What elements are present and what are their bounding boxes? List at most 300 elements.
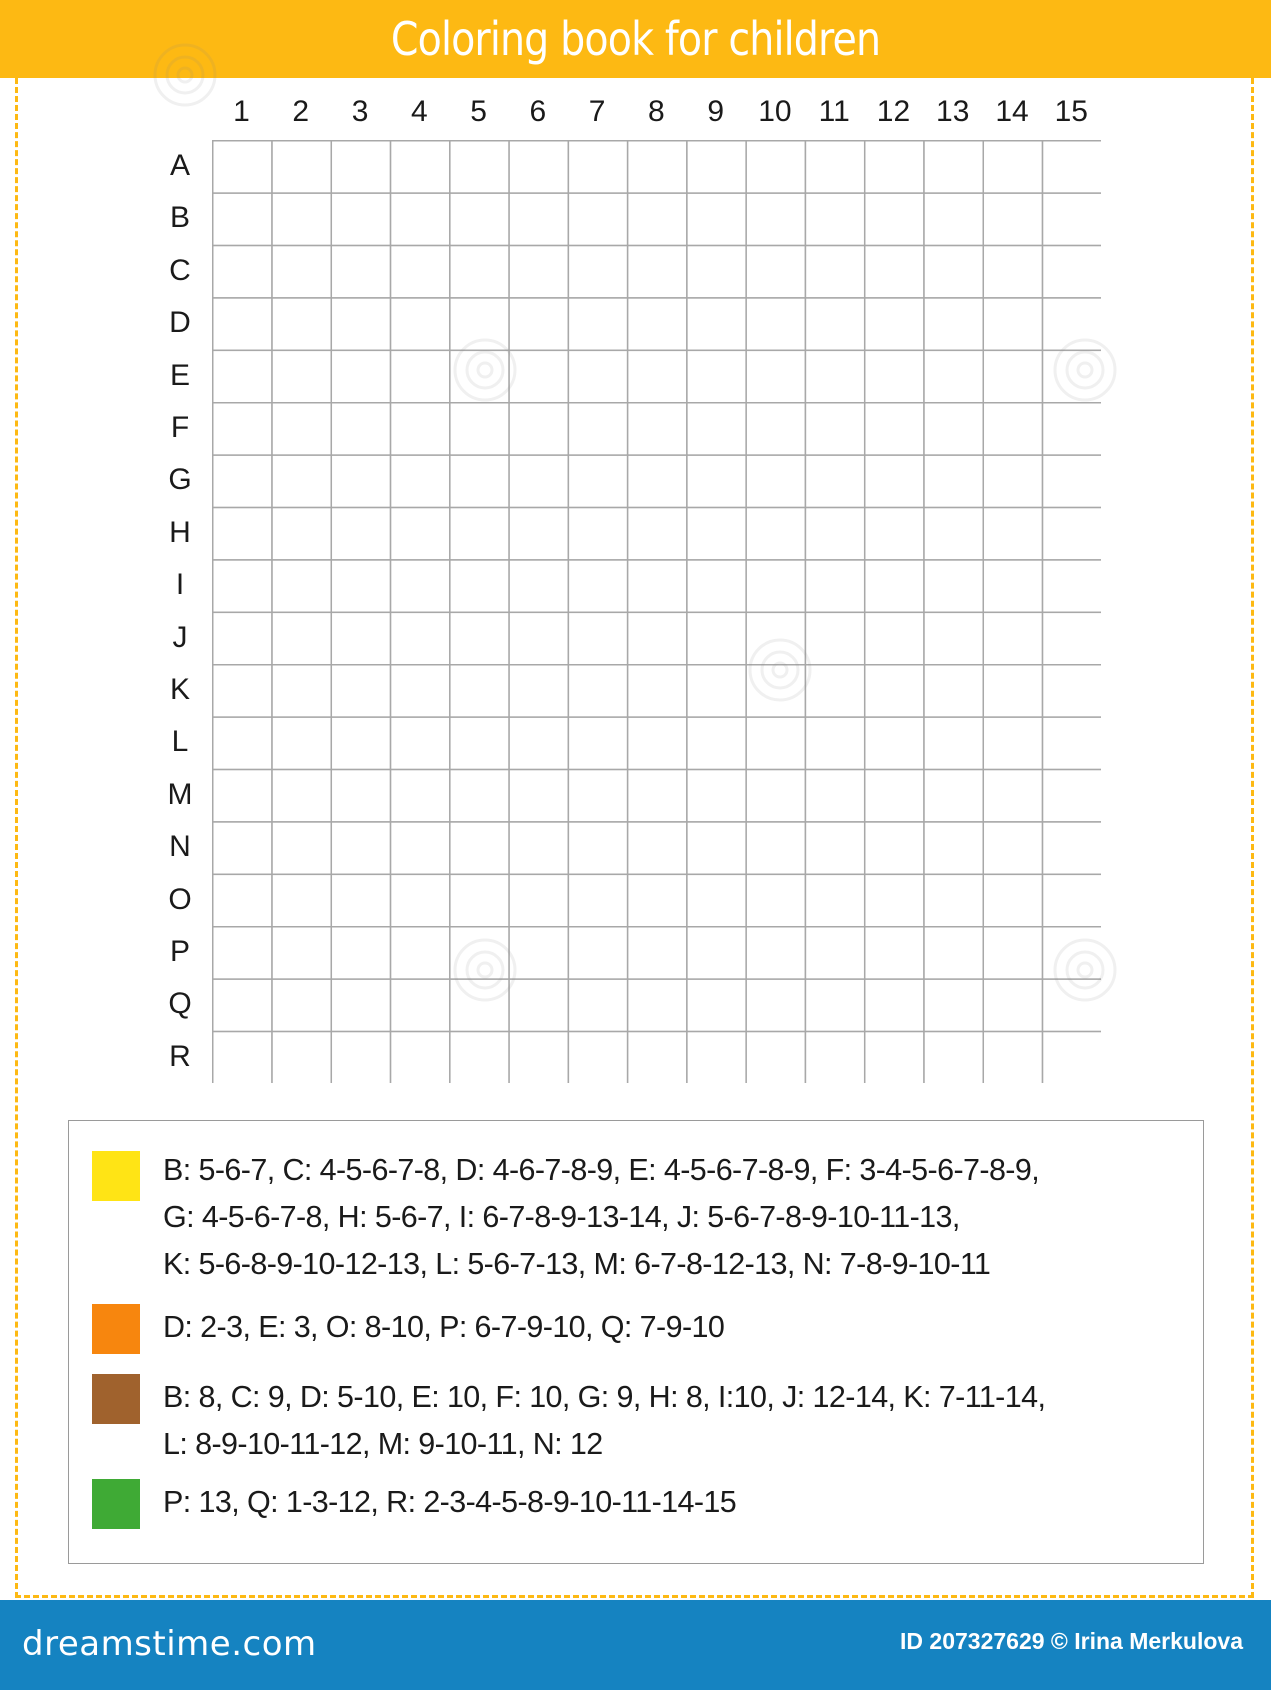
grid-cell-F12[interactable] <box>865 403 924 455</box>
legend-line: D: 2-3, E: 3, O: 8-10, P: 6-7-9-10, Q: 7-9-10 <box>163 1310 725 1344</box>
grid-cell-L15[interactable] <box>1043 717 1101 769</box>
grid-cell-E8[interactable] <box>628 350 687 402</box>
grid-cell-A11[interactable] <box>805 141 864 193</box>
grid-cell-I12[interactable] <box>865 560 924 612</box>
column-label: 12 <box>876 95 911 128</box>
grid-cell-N8[interactable] <box>628 822 687 874</box>
column-label: 3 <box>351 95 369 128</box>
grid-cell-L1[interactable] <box>213 717 272 769</box>
grid-cell-A6[interactable] <box>509 141 568 193</box>
grid-cell-M15[interactable] <box>1043 770 1101 822</box>
grid-cell-C8[interactable] <box>628 246 687 298</box>
grid-cell-K6[interactable] <box>509 665 568 717</box>
legend-text-yellow <box>163 1147 1039 1288</box>
grid-cell-G13[interactable] <box>924 455 983 507</box>
grid-cell-G9[interactable] <box>687 455 746 507</box>
grid-cell-P14[interactable] <box>983 927 1042 979</box>
grid-cell-R13[interactable] <box>924 1032 983 1083</box>
grid-cell-O15[interactable] <box>1043 874 1101 926</box>
grid-cell-I4[interactable] <box>391 560 450 612</box>
grid-cell-R4[interactable] <box>391 1032 450 1083</box>
column-label: 8 <box>648 95 665 128</box>
grid-cell-N1[interactable] <box>213 822 272 874</box>
grid-cell-H1[interactable] <box>213 508 272 560</box>
grid-cell-I7[interactable] <box>568 560 627 612</box>
grid-cell-F4[interactable] <box>391 403 450 455</box>
row-label: B <box>169 201 190 235</box>
grid-cell-O7[interactable] <box>568 874 627 926</box>
grid-cell-L10[interactable] <box>746 717 805 769</box>
row-label: R <box>169 1039 191 1073</box>
grid-cell-O5[interactable] <box>450 874 509 926</box>
grid-cell-B4[interactable] <box>391 193 450 245</box>
grid-cell-G4[interactable] <box>391 455 450 507</box>
grid-cell-A8[interactable] <box>628 141 687 193</box>
grid-cell-H3[interactable] <box>331 508 390 560</box>
grid-cell-C2[interactable] <box>272 246 331 298</box>
grid-cell-N13[interactable] <box>924 822 983 874</box>
grid-cell-M2[interactable] <box>272 770 331 822</box>
grid-cell-A5[interactable] <box>450 141 509 193</box>
grid-cell-Q1[interactable] <box>213 979 272 1031</box>
grid-cell-C1[interactable] <box>213 246 272 298</box>
grid-cell-I9[interactable] <box>687 560 746 612</box>
grid-cell-F1[interactable] <box>213 403 272 455</box>
grid-cell-E1[interactable] <box>213 350 272 402</box>
column-label: 9 <box>707 95 724 128</box>
grid-cell-P3[interactable] <box>331 927 390 979</box>
grid-cell-P8[interactable] <box>628 927 687 979</box>
grid-cell-R9[interactable] <box>687 1032 746 1083</box>
grid-cell-C13[interactable] <box>924 246 983 298</box>
grid-cell-G10[interactable] <box>746 455 805 507</box>
grid-cell-L12[interactable] <box>865 717 924 769</box>
grid-cell-R7[interactable] <box>568 1032 627 1083</box>
grid-cell-R12[interactable] <box>865 1032 924 1083</box>
grid-cell-G2[interactable] <box>272 455 331 507</box>
grid-cell-Q12[interactable] <box>865 979 924 1031</box>
grid-cell-Q2[interactable] <box>272 979 331 1031</box>
grid-cell-O9[interactable] <box>687 874 746 926</box>
grid-cell-O13[interactable] <box>924 874 983 926</box>
grid-cell-H4[interactable] <box>391 508 450 560</box>
grid-cell-K13[interactable] <box>924 665 983 717</box>
grid-cell-K1[interactable] <box>213 665 272 717</box>
row-label: F <box>170 411 190 444</box>
grid-cell-I5[interactable] <box>450 560 509 612</box>
grid-cell-D11[interactable] <box>805 298 864 350</box>
grid-cell-D3[interactable] <box>331 298 390 350</box>
grid-cell-O14[interactable] <box>983 874 1042 926</box>
column-label: 2 <box>292 95 310 128</box>
grid-cell-C4[interactable] <box>391 246 450 298</box>
grid-cell-H10[interactable] <box>746 508 805 560</box>
grid-cell-I1[interactable] <box>213 560 272 612</box>
row-label: G <box>168 463 192 497</box>
grid-cell-M7[interactable] <box>568 770 627 822</box>
grid-cell-M1[interactable] <box>213 770 272 822</box>
grid-cell-E10[interactable] <box>746 350 805 402</box>
grid-cell-R6[interactable] <box>509 1032 568 1083</box>
grid-cell-K3[interactable] <box>331 665 390 717</box>
column-label: 10 <box>758 95 792 128</box>
grid-cell-P11[interactable] <box>805 927 864 979</box>
grid-cell-B2[interactable] <box>272 193 331 245</box>
grid-cell-E13[interactable] <box>924 350 983 402</box>
grid-cell-I10[interactable] <box>746 560 805 612</box>
grid-cell-O2[interactable] <box>272 874 331 926</box>
grid-cell-E9[interactable] <box>687 350 746 402</box>
grid-cell-E4[interactable] <box>391 350 450 402</box>
row-label: D <box>169 306 191 340</box>
grid-cell-B8[interactable] <box>628 193 687 245</box>
grid-cell-O11[interactable] <box>805 874 864 926</box>
column-label: 1 <box>233 95 250 128</box>
grid-cell-D13[interactable] <box>924 298 983 350</box>
grid-cell-I13[interactable] <box>924 560 983 612</box>
grid-cell-L2[interactable] <box>272 717 331 769</box>
grid-cell-J3[interactable] <box>331 612 390 664</box>
grid-cell-C6[interactable] <box>509 246 568 298</box>
grid-cell-K8[interactable] <box>628 665 687 717</box>
grid-cell-C9[interactable] <box>687 246 746 298</box>
grid-cell-J12[interactable] <box>865 612 924 664</box>
grid-cell-L3[interactable] <box>331 717 390 769</box>
legend-line: G: 4-5-6-7-8, H: 5-6-7, I: 6-7-8-9-13-14, J: 5-6-7-8-9-10-11-13, <box>163 1200 960 1234</box>
grid-cell-B5[interactable] <box>450 193 509 245</box>
grid-cell-B9[interactable] <box>687 193 746 245</box>
grid-cell-M13[interactable] <box>924 770 983 822</box>
grid-cell-N7[interactable] <box>568 822 627 874</box>
grid-cell-J7[interactable] <box>568 612 627 664</box>
grid-cell-A2[interactable] <box>272 141 331 193</box>
grid-cell-L7[interactable] <box>568 717 627 769</box>
grid-cell-N15[interactable] <box>1043 822 1101 874</box>
grid-cell-A13[interactable] <box>924 141 983 193</box>
coloring-grid[interactable] <box>212 140 1101 1083</box>
grid-cell-I8[interactable] <box>628 560 687 612</box>
legend-text-orange <box>163 1304 724 1351</box>
grid-cell-Q4[interactable] <box>391 979 450 1031</box>
watermark-spiral-icon <box>1050 935 1120 1005</box>
grid-cell-J9[interactable] <box>687 612 746 664</box>
grid-cell-F8[interactable] <box>628 403 687 455</box>
grid-cell-G14[interactable] <box>983 455 1042 507</box>
grid-cell-G3[interactable] <box>331 455 390 507</box>
grid-cell-G7[interactable] <box>568 455 627 507</box>
grid-cell-O1[interactable] <box>213 874 272 926</box>
grid-cell-R15[interactable] <box>1043 1032 1101 1083</box>
color-legend <box>68 1120 1204 1564</box>
grid-cell-G12[interactable] <box>865 455 924 507</box>
grid-cell-C3[interactable] <box>331 246 390 298</box>
grid-cell-E12[interactable] <box>865 350 924 402</box>
grid-cell-J8[interactable] <box>628 612 687 664</box>
grid-cell-H13[interactable] <box>924 508 983 560</box>
column-label: 7 <box>588 95 606 128</box>
grid-cell-H6[interactable] <box>509 508 568 560</box>
grid-cell-D1[interactable] <box>213 298 272 350</box>
grid-cell-J2[interactable] <box>272 612 331 664</box>
row-label: A <box>169 149 190 182</box>
grid-cell-K4[interactable] <box>391 665 450 717</box>
grid-cell-F3[interactable] <box>331 403 390 455</box>
grid-cell-A10[interactable] <box>746 141 805 193</box>
legend-text-brown <box>163 1374 1045 1468</box>
grid-cell-D9[interactable] <box>687 298 746 350</box>
watermark-spiral-icon <box>450 935 520 1005</box>
orange-swatch <box>92 1304 140 1354</box>
grid-cell-F5[interactable] <box>450 403 509 455</box>
grid-cell-B12[interactable] <box>865 193 924 245</box>
grid-cell-K15[interactable] <box>1043 665 1101 717</box>
grid-cell-R5[interactable] <box>450 1032 509 1083</box>
grid-cell-P1[interactable] <box>213 927 272 979</box>
column-label: 6 <box>529 95 547 128</box>
grid-cell-Q11[interactable] <box>805 979 864 1031</box>
grid-cell-O10[interactable] <box>746 874 805 926</box>
grid-cell-G5[interactable] <box>450 455 509 507</box>
grid-cell-Q13[interactable] <box>924 979 983 1031</box>
grid-cell-B15[interactable] <box>1043 193 1101 245</box>
grid-cell-Q8[interactable] <box>628 979 687 1031</box>
grid-cell-F14[interactable] <box>983 403 1042 455</box>
grid-cell-N10[interactable] <box>746 822 805 874</box>
grid-cell-N3[interactable] <box>331 822 390 874</box>
grid-cell-B13[interactable] <box>924 193 983 245</box>
grid-cell-F13[interactable] <box>924 403 983 455</box>
grid-cell-R2[interactable] <box>272 1032 331 1083</box>
grid-cell-N14[interactable] <box>983 822 1042 874</box>
row-label: E <box>169 358 190 392</box>
grid-cell-A9[interactable] <box>687 141 746 193</box>
grid-cell-L9[interactable] <box>687 717 746 769</box>
grid-cell-P2[interactable] <box>272 927 331 979</box>
legend-line: K: 5-6-8-9-10-12-13, L: 5-6-7-13, M: 6-7-8-12-13, N: 7-8-9-10-11 <box>163 1247 991 1281</box>
grid-cell-M5[interactable] <box>450 770 509 822</box>
grid-cell-K5[interactable] <box>450 665 509 717</box>
grid-cell-H12[interactable] <box>865 508 924 560</box>
grid-cell-D8[interactable] <box>628 298 687 350</box>
grid-cell-A7[interactable] <box>568 141 627 193</box>
grid-cell-K9[interactable] <box>687 665 746 717</box>
grid-cell-L11[interactable] <box>805 717 864 769</box>
grid-cell-M11[interactable] <box>805 770 864 822</box>
grid-cell-H14[interactable] <box>983 508 1042 560</box>
grid-cell-B3[interactable] <box>331 193 390 245</box>
column-label: 14 <box>995 95 1029 128</box>
grid-cell-E11[interactable] <box>805 350 864 402</box>
grid-cell-H9[interactable] <box>687 508 746 560</box>
legend-line: L: 8-9-10-11-12, M: 9-10-11, N: 12 <box>163 1427 603 1461</box>
grid-cell-K12[interactable] <box>865 665 924 717</box>
grid-cell-G11[interactable] <box>805 455 864 507</box>
grid-cell-I11[interactable] <box>805 560 864 612</box>
grid-cell-G1[interactable] <box>213 455 272 507</box>
brand-logo[interactable]: dreamstime.com <box>22 1624 317 1664</box>
grid-cell-J1[interactable] <box>213 612 272 664</box>
grid-cell-C10[interactable] <box>746 246 805 298</box>
row-label: M <box>167 777 193 811</box>
grid-cell-J4[interactable] <box>391 612 450 664</box>
grid-cell-O6[interactable] <box>509 874 568 926</box>
grid-cell-Q9[interactable] <box>687 979 746 1031</box>
grid-cell-P10[interactable] <box>746 927 805 979</box>
grid-cell-C15[interactable] <box>1043 246 1101 298</box>
grid-cell-I2[interactable] <box>272 560 331 612</box>
grid-cell-I14[interactable] <box>983 560 1042 612</box>
grid-cell-F10[interactable] <box>746 403 805 455</box>
grid-cell-O12[interactable] <box>865 874 924 926</box>
grid-cell-P4[interactable] <box>391 927 450 979</box>
grid-cell-J14[interactable] <box>983 612 1042 664</box>
row-label: I <box>175 568 185 602</box>
grid-cell-I3[interactable] <box>331 560 390 612</box>
grid-cell-Q3[interactable] <box>331 979 390 1031</box>
grid-cell-B10[interactable] <box>746 193 805 245</box>
grid-cell-L5[interactable] <box>450 717 509 769</box>
grid-cell-R1[interactable] <box>213 1032 272 1083</box>
grid-cell-J15[interactable] <box>1043 612 1101 664</box>
column-label: 11 <box>818 95 850 128</box>
grid-cell-A15[interactable] <box>1043 141 1101 193</box>
grid-cell-Q10[interactable] <box>746 979 805 1031</box>
watermark-spiral-icon <box>150 40 220 110</box>
grid-cell-E3[interactable] <box>331 350 390 402</box>
grid-cell-M6[interactable] <box>509 770 568 822</box>
grid-cell-B7[interactable] <box>568 193 627 245</box>
grid-cell-B1[interactable] <box>213 193 272 245</box>
watermark-spiral-icon <box>1050 335 1120 405</box>
grid-cell-C12[interactable] <box>865 246 924 298</box>
grid-cell-B6[interactable] <box>509 193 568 245</box>
grid-cell-D12[interactable] <box>865 298 924 350</box>
legend-line: P: 13, Q: 1-3-12, R: 2-3-4-5-8-9-10-11-14-15 <box>163 1485 737 1519</box>
grid-cell-L13[interactable] <box>924 717 983 769</box>
grid-cell-E7[interactable] <box>568 350 627 402</box>
grid-cell-D10[interactable] <box>746 298 805 350</box>
grid-cell-P9[interactable] <box>687 927 746 979</box>
grid-cell-A4[interactable] <box>391 141 450 193</box>
grid-cell-N9[interactable] <box>687 822 746 874</box>
grid-cell-M3[interactable] <box>331 770 390 822</box>
grid-cell-B11[interactable] <box>805 193 864 245</box>
grid-cell-N6[interactable] <box>509 822 568 874</box>
grid-cell-M4[interactable] <box>391 770 450 822</box>
grid-cell-L6[interactable] <box>509 717 568 769</box>
grid-cell-K2[interactable] <box>272 665 331 717</box>
grid-cell-O8[interactable] <box>628 874 687 926</box>
grid-cell-K14[interactable] <box>983 665 1042 717</box>
column-label: 15 <box>1054 95 1088 128</box>
grid-cell-C14[interactable] <box>983 246 1042 298</box>
grid-cell-H11[interactable] <box>805 508 864 560</box>
grid-cell-A3[interactable] <box>331 141 390 193</box>
grid-cell-Q14[interactable] <box>983 979 1042 1031</box>
grid-cell-M10[interactable] <box>746 770 805 822</box>
grid-cell-C11[interactable] <box>805 246 864 298</box>
grid-cell-M9[interactable] <box>687 770 746 822</box>
grid-cell-D7[interactable] <box>568 298 627 350</box>
grid-cell-F7[interactable] <box>568 403 627 455</box>
grid-cell-R14[interactable] <box>983 1032 1042 1083</box>
grid-cell-A14[interactable] <box>983 141 1042 193</box>
grid-cell-O4[interactable] <box>391 874 450 926</box>
grid-cell-D4[interactable] <box>391 298 450 350</box>
page-title: Coloring book for children <box>390 12 881 66</box>
grid-cell-F9[interactable] <box>687 403 746 455</box>
grid-cell-A1[interactable] <box>213 141 272 193</box>
yellow-swatch <box>92 1151 140 1201</box>
grid-cell-K7[interactable] <box>568 665 627 717</box>
grid-cell-G8[interactable] <box>628 455 687 507</box>
grid-cell-L4[interactable] <box>391 717 450 769</box>
grid-cell-D2[interactable] <box>272 298 331 350</box>
grid-cell-N4[interactable] <box>391 822 450 874</box>
image-credit: ID 207327629 © Irina Merkulova <box>900 1628 1243 1654</box>
grid-cell-L8[interactable] <box>628 717 687 769</box>
grid-cell-O3[interactable] <box>331 874 390 926</box>
grid-cell-J13[interactable] <box>924 612 983 664</box>
grid-cell-B14[interactable] <box>983 193 1042 245</box>
grid-cell-R11[interactable] <box>805 1032 864 1083</box>
grid-cell-M14[interactable] <box>983 770 1042 822</box>
grid-cell-D14[interactable] <box>983 298 1042 350</box>
grid-cell-F15[interactable] <box>1043 403 1101 455</box>
grid-cell-I6[interactable] <box>509 560 568 612</box>
grid-cell-F11[interactable] <box>805 403 864 455</box>
grid-cell-R8[interactable] <box>628 1032 687 1083</box>
row-label: P <box>169 935 190 968</box>
grid-cell-N12[interactable] <box>865 822 924 874</box>
grid-cell-I15[interactable] <box>1043 560 1101 612</box>
grid-cell-G15[interactable] <box>1043 455 1101 507</box>
grid-cell-P12[interactable] <box>865 927 924 979</box>
grid-cell-E2[interactable] <box>272 350 331 402</box>
grid-cell-E14[interactable] <box>983 350 1042 402</box>
row-label: L <box>171 725 189 759</box>
grid-cell-P7[interactable] <box>568 927 627 979</box>
grid-cell-F2[interactable] <box>272 403 331 455</box>
grid-cell-N11[interactable] <box>805 822 864 874</box>
grid-cell-P13[interactable] <box>924 927 983 979</box>
grid-cell-L14[interactable] <box>983 717 1042 769</box>
grid-cell-H15[interactable] <box>1043 508 1101 560</box>
grid-cell-C7[interactable] <box>568 246 627 298</box>
grid-cell-C5[interactable] <box>450 246 509 298</box>
grid-cell-R10[interactable] <box>746 1032 805 1083</box>
grid-cell-F6[interactable] <box>509 403 568 455</box>
grid-cell-H2[interactable] <box>272 508 331 560</box>
row-label: C <box>169 253 191 287</box>
grid-cell-H7[interactable] <box>568 508 627 560</box>
grid-cell-M8[interactable] <box>628 770 687 822</box>
legend-line: B: 8, C: 9, D: 5-10, E: 10, F: 10, G: 9, H: 8, I:10, J: 12-14, K: 7-11-14, <box>163 1380 1046 1414</box>
grid-cell-J6[interactable] <box>509 612 568 664</box>
grid-cell-N5[interactable] <box>450 822 509 874</box>
grid-cell-N2[interactable] <box>272 822 331 874</box>
watermark-spiral-icon <box>450 335 520 405</box>
grid-cell-M12[interactable] <box>865 770 924 822</box>
grid-cell-H8[interactable] <box>628 508 687 560</box>
grid-cell-J5[interactable] <box>450 612 509 664</box>
grid-cell-A12[interactable] <box>865 141 924 193</box>
grid-cell-Q7[interactable] <box>568 979 627 1031</box>
row-label: N <box>169 830 191 864</box>
grid-cell-R3[interactable] <box>331 1032 390 1083</box>
grid-cell-G6[interactable] <box>509 455 568 507</box>
grid-cell-H5[interactable] <box>450 508 509 560</box>
